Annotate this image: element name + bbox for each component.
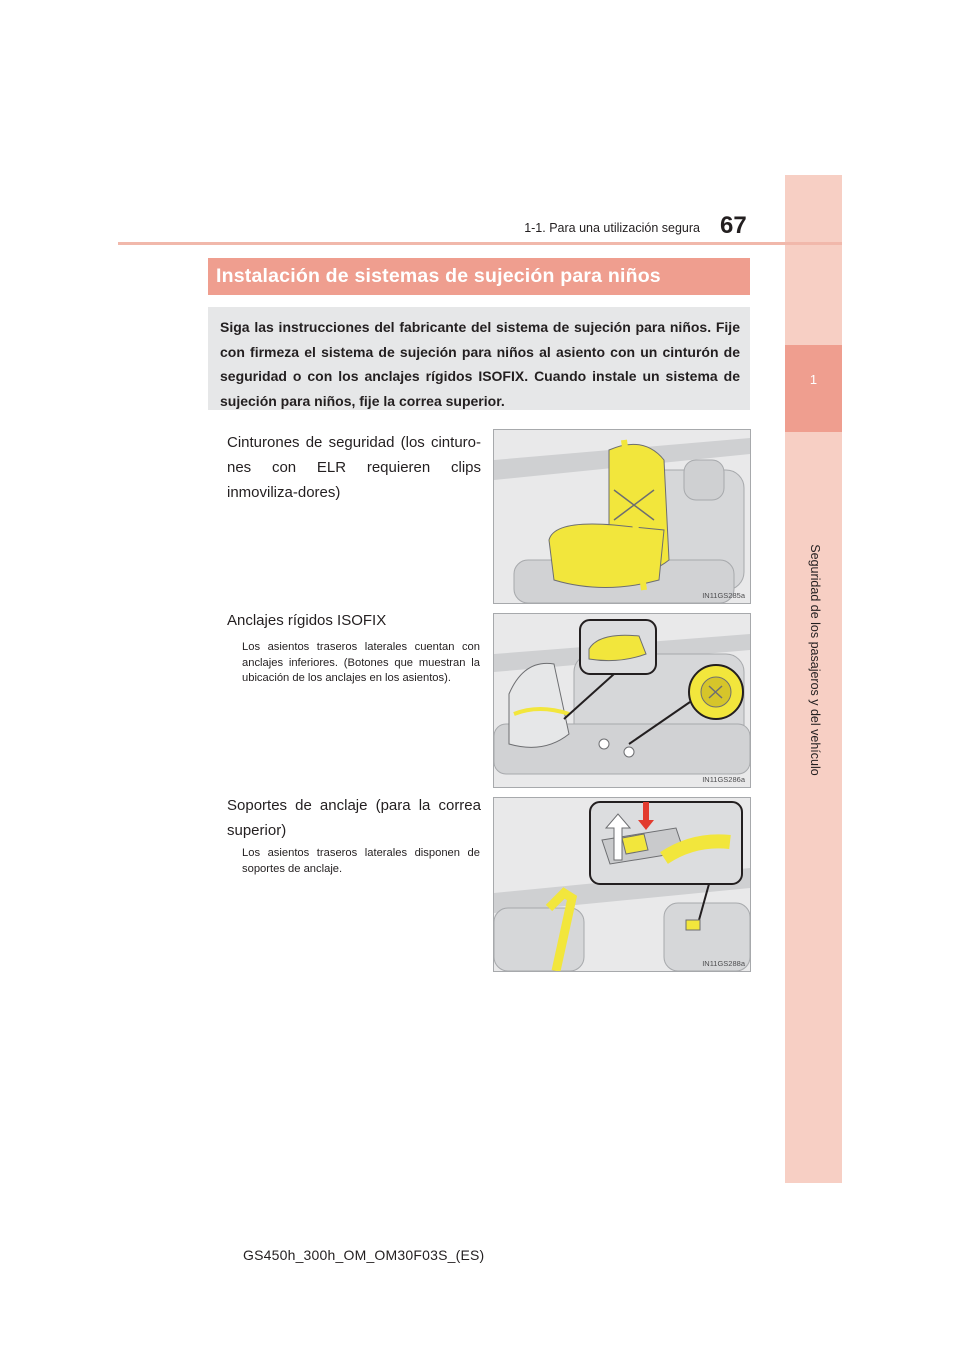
figure-code: IN11GS286a <box>702 775 745 784</box>
running-head: 1-1. Para una utilización segura <box>524 221 700 235</box>
header-rule <box>118 242 842 245</box>
item-note-isofix: Los asientos traseros laterales cuentan con anclajes inferiores. (Botones que muestran la ubicación de los anclajes en los asientos). <box>242 641 480 684</box>
chapter-title: Seguridad de los pasajeros y del vehículo <box>808 544 822 776</box>
chapter-tab-active[interactable] <box>785 345 842 432</box>
top-tether-icon <box>494 798 750 971</box>
item-title-seatbelt: Cinturones de seguridad (los cinturo-nes con ELR requieren clips inmoviliza-dores) <box>227 434 481 501</box>
figure-seatbelt <box>493 429 751 604</box>
child-seat-belt-icon <box>494 430 750 603</box>
chapter-number: 1 <box>809 372 818 387</box>
item-title-tether: Soportes de anclaje (para la correa superior) <box>227 797 481 839</box>
isofix-anchor-icon <box>494 614 750 787</box>
intro-text: Siga las instrucciones del fabricante del sistema de sujeción para niños. Fije con firmeza el sistema de sujeción para niños al asiento con un cinturón de seguridad o con los anclajes rígidos ISOFIX. Cuando instale un sistema de sujeción para niños, fije la correa superior. <box>220 319 740 409</box>
figure-tether <box>493 797 751 972</box>
intro-box <box>208 307 750 410</box>
page-number: 67 <box>720 212 747 239</box>
footer-model-code: GS450h_300h_OM_OM30F03S_(ES) <box>243 1247 485 1263</box>
item-note-tether: Los asientos traseros laterales disponen de soportes de anclaje. <box>242 847 480 875</box>
figure-isofix <box>493 613 751 788</box>
section-title: Instalación de sistemas de sujeción para niños <box>208 258 750 295</box>
figure-code: IN11GS288a <box>702 959 745 968</box>
figure-code: IN11GS285a <box>702 591 745 600</box>
item-title-isofix: Anclajes rígidos ISOFIX <box>227 612 387 629</box>
